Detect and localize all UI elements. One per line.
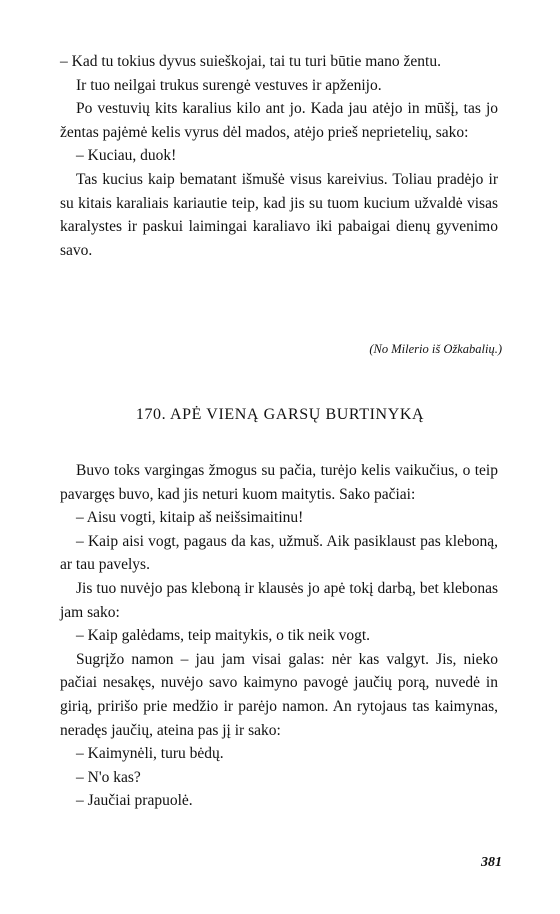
paragraph: Jis tuo nuvėjo pas kleboną ir klausės jo apė tokį darbą, bet klebonas jam sako: <box>60 579 498 621</box>
paragraph: Ir tuo neilgai trukus surengė vestuves ir apženijo. <box>76 76 382 94</box>
page-number: 381 <box>481 855 502 870</box>
paragraph: – Kaip aisi vogt, pagaus da kas, užmuš. Aik pasiklaust pas kleboną, ar tau pavelys. <box>60 532 498 574</box>
paragraph: – Aisu vogti, kitaip aš neišsimaitinu! <box>76 509 304 527</box>
top-text-block <box>60 50 498 262</box>
paragraph: Po vestuvių kits karalius kilo ant jo. Kada jau atėjo in mūšį, tas jo žentas pajėmė kelis vyrus dėl mados, atėjo prieš neprietelių, sako: <box>60 100 498 141</box>
paragraph: – Kad tu tokius dyvus suieškojai, tai tu turi būtie mano žentu. <box>60 53 441 70</box>
paragraph: Tas kucius kaip bematant išmušė visus kareivius. Toliau pradėjo ir su kitais karaliais kariautie teip, kad jis su tuom kucium užvaldė visas karalystes ir paskui laimingai karaliavo iki pabaigai dienų gyvenimo savo. <box>60 170 498 259</box>
paragraph: – Jaučiai prapuolė. <box>76 792 193 810</box>
paragraph: – Kuciau, duok! <box>76 147 177 165</box>
paragraph: – N'o kas? <box>76 768 141 786</box>
story-heading: 170. APĖ VIENĄ GARSŲ BURTINYKĄ <box>135 406 425 423</box>
source-note: (No Milerio iš Ožkabalių.) <box>369 342 502 356</box>
paragraph: – Kaimynėli, turu bėdų. <box>76 745 224 763</box>
paragraph: Buvo toks vargingas žmogus su pačia, turėjo kelis vaikučius, o teip pavargęs buvo, kad jis neturi kuom maitytis. Sako pačiai: <box>60 462 498 503</box>
paragraph: Sugrįžo namon – jau jam visai galas: nėr kas valgyt. Jis, nieko pačiai nesakęs, nuvėjo savo kaimyno pavogė jaučių porą, nuvedė in girią, pririšo prie medžio ir parėjo namon. An rytojaus tas kaimynas, neradęs jaučių, ateina pas jį ir sako: <box>60 650 498 739</box>
story-text-block <box>60 459 498 813</box>
paragraph: – Kaip galėdams, teip maitykis, o tik neik vogt. <box>76 627 371 645</box>
